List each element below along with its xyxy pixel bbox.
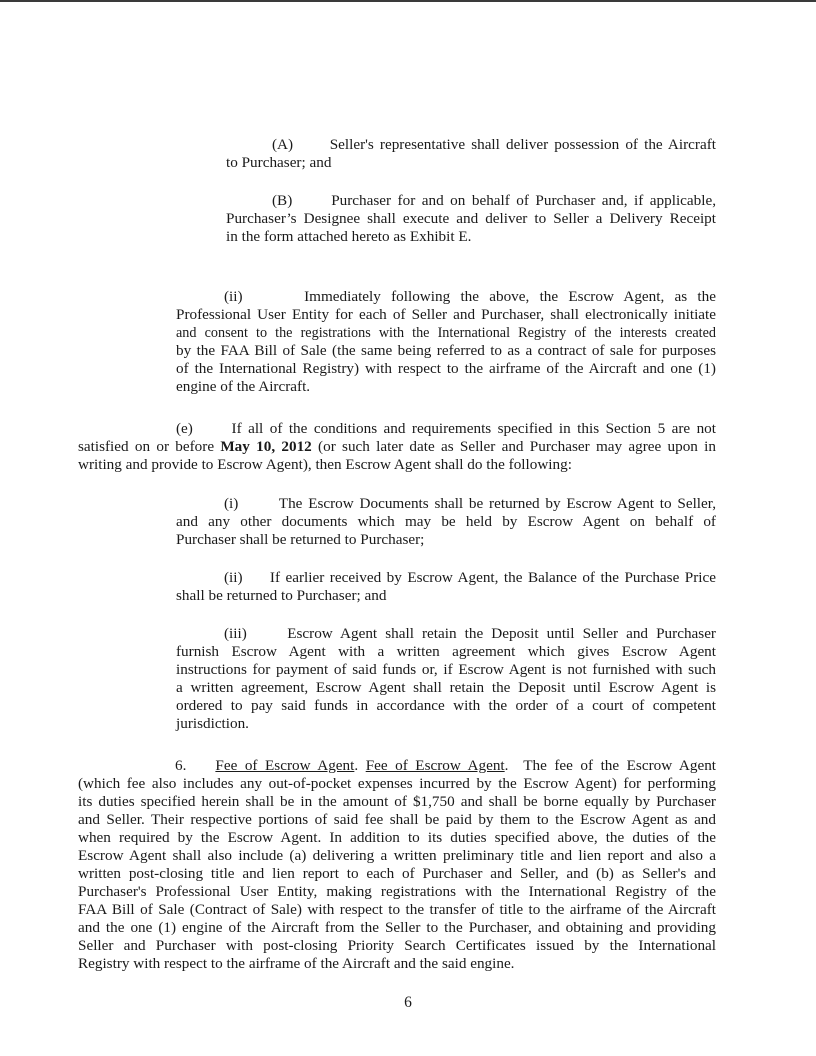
deadline-date: May 10, 2012	[220, 438, 312, 455]
text-line: (iii) Escrow Agent shall retain the Deposit until Seller and Purchaser	[224, 625, 716, 642]
paragraph-ii-registrations	[176, 288, 716, 396]
text-line: ordered to pay said funds in accordance with the order of a court of competent	[176, 697, 716, 714]
text-line: furnish Escrow Agent with a written agreement which gives Escrow Agent	[176, 643, 716, 660]
text-line: (i) The Escrow Documents shall be returned by Escrow Agent to Seller,	[224, 495, 716, 512]
text-line: written post-closing title and lien report to each of Purchaser and Seller, and (b) as Seller's and	[78, 865, 716, 882]
text-line: engine of the Aircraft.	[176, 378, 311, 395]
paragraph-iii-deposit	[176, 625, 716, 733]
text-line: when required by the Escrow Agent. In addition to its duties specified above, the duties of the	[78, 829, 716, 846]
text-line: in the form attached hereto as Exhibit E.	[226, 228, 472, 245]
text-line: and the one (1) engine of the Aircraft from the Seller to the Purchaser, and obtaining and providing	[78, 919, 716, 936]
text-line: FAA Bill of Sale (Contract of Sale) with respect to the transfer of title to the airframe of the Aircraft	[78, 901, 716, 918]
scan-edge	[0, 0, 816, 2]
text-line: and Seller. Their respective portions of said fee shall be paid by them to the Escrow Agent as and	[78, 811, 716, 828]
paragraph-a-possession	[226, 136, 716, 172]
text-line: shall be returned to Purchaser; and	[176, 587, 387, 604]
text-line: (ii) Immediately following the above, the Escrow Agent, as the	[224, 288, 716, 305]
paragraph-e-conditions	[78, 420, 716, 474]
text-line: Escrow Agent shall also include (a) delivering a written preliminary title and lien report and also a	[78, 847, 716, 864]
text-fragment: satisfied on or before	[78, 438, 221, 455]
text-line: a written agreement, Escrow Agent shall retain the Deposit until Escrow Agent is	[176, 679, 716, 696]
text-line: (A) Seller's representative shall deliver possession of the Aircraft	[272, 136, 716, 153]
text-line	[78, 438, 716, 456]
text-line: Registry with respect to the airframe of the Aircraft and the said engine.	[78, 955, 515, 972]
text-fragment: The fee of the Escrow Agent	[523, 757, 717, 774]
section-6-fee-of-escrow-agent	[78, 757, 716, 973]
paragraph-i-escrow-documents	[176, 495, 716, 549]
text-line: instructions for payment of said funds or, if Escrow Agent is not furnished with such	[176, 661, 716, 678]
section-heading-repeat: Fee of Escrow Agent	[365, 757, 505, 774]
paragraph-b-delivery-receipt	[226, 192, 716, 246]
text-line: (B) Purchaser for and on behalf of Purchaser and, if applicable,	[272, 192, 716, 209]
text-line: jurisdiction.	[176, 715, 249, 732]
text-line: writing and provide to Escrow Agent), then Escrow Agent shall do the following:	[78, 456, 572, 473]
text-fragment: (or such later date as Seller and Purchaser may agree upon in	[311, 438, 716, 455]
text-line: to Purchaser; and	[226, 154, 332, 171]
text-line: (which fee also includes any out-of-pocket expenses incurred by the Escrow Agent) for performing	[78, 775, 716, 792]
text-line: (e) If all of the conditions and requirements specified in this Section 5 are not	[176, 420, 716, 437]
section-number: 6.	[175, 757, 187, 774]
text-line: Seller and Purchaser with post-closing Priority Search Certificates issued by the International	[78, 937, 716, 954]
text-line: 6. Fee of Escrow Agent. Fee of Escrow Agent. The fee of the Escrow Agent	[175, 757, 717, 774]
text-line: and any other documents which may be held by Escrow Agent on behalf of	[176, 513, 716, 530]
text-line: its duties specified herein shall be in the amount of $1,750 and shall be borne equally by Purchaser	[78, 793, 716, 810]
page-number: 6	[404, 994, 412, 1011]
text-line: Purchaser's Professional User Entity, making registrations with the International Registry of the	[78, 883, 716, 900]
text-line: Purchaser’s Designee shall execute and deliver to Seller a Delivery Receipt	[226, 210, 716, 227]
paragraph-ii-balance	[176, 569, 716, 605]
text-line: (ii) If earlier received by Escrow Agent, the Balance of the Purchase Price	[224, 569, 716, 586]
text-line: of the International Registry) with respect to the airframe of the Aircraft and one (1)	[176, 360, 716, 377]
text-line: Purchaser shall be returned to Purchaser;	[176, 531, 425, 548]
text-line: and consent to the registrations with the International Registry of the interests created	[176, 325, 716, 341]
text-line: Professional User Entity for each of Seller and Purchaser, shall electronically initiate	[176, 306, 716, 323]
section-heading: Fee of Escrow Agent	[215, 757, 355, 774]
text-line: by the FAA Bill of Sale (the same being referred to as a contract of sale for purposes	[176, 342, 716, 359]
